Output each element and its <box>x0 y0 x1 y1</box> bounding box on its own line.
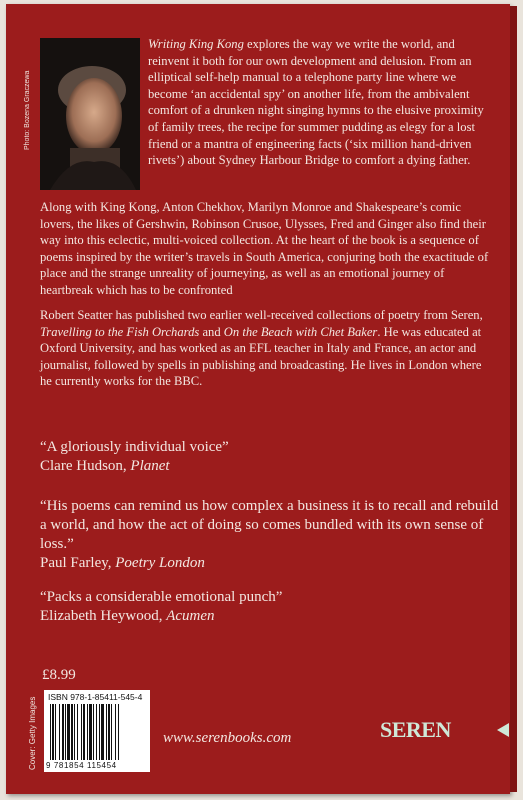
publisher-logo: SEREN <box>380 717 451 742</box>
review-quote <box>40 588 500 626</box>
quote-author: Paul Farley, <box>40 555 116 571</box>
author-bio-text: Robert Seatter has published two earlier well-received collections of poetry from Seren, <box>40 308 483 322</box>
book-title-inline: Writing King Kong <box>148 37 244 51</box>
price: £8.99 <box>42 667 76 683</box>
isbn-number: ISBN 978-1-85411-545-4 <box>48 692 143 702</box>
quote-text: “A gloriously individual voice” <box>40 439 229 455</box>
cover-credit: Cover: Getty Images <box>28 696 37 770</box>
quote-author: Elizabeth Heywood, <box>40 608 167 624</box>
author-bio <box>40 307 495 390</box>
blurb-intro-text: explores the way we write the world, and reinvent it both for our own development and delusion. From an elliptical self-help manual to a telephone party line where we become ‘an accidental spy’ on another life, from the ambivalent comfort of a drunken night singing hymns to the elusive proximity of family trees, the recipe for summer pudding as elegy for a lost friend or a mantra of engineering facts (‘six million hand-driven rivets’) about Sydney Harbour Bridge to comfort a dying father. <box>148 37 484 168</box>
review-quote <box>40 497 500 573</box>
quote-attribution <box>40 457 500 476</box>
quote-source: Planet <box>130 458 170 474</box>
barcode-digits: 9 781854 115454 <box>46 761 117 770</box>
cover-edge <box>510 6 517 792</box>
quote-attribution <box>40 554 500 573</box>
author-bio-conjunction: and <box>199 324 224 339</box>
blurb-paragraph-2: Along with King Kong, Anton Chekhov, Marilyn Monroe and Shakespeare’s comic lovers, the likes of Gershwin, Robinson Crusoe, Ulysses, Fred and Ginger also find their way into this eclectic, multi-voiced collection. At the heart of the book is a sequence of poems inspired by the writer’s travels in South America, conjuring both the exactitude of place and the strange unreality of journeying, as well as an emotional journey of heartbreak which has to be confronted <box>40 200 489 297</box>
quote-text: “His poems can remind us how complex a business it is to recall and rebuild a world, and how the act of doing so comes bundled with its own sense of loss.” <box>40 498 499 552</box>
publisher-website[interactable]: www.serenbooks.com <box>163 730 292 746</box>
barcode-bars <box>50 704 144 760</box>
barcode <box>44 690 150 772</box>
photo-credit: Photo: Bozena Graczewa <box>24 70 31 150</box>
quote-source: Acumen <box>166 608 215 624</box>
author-bio-text-end: . He was educated at Oxford University, and has worked as an EFL teacher in Italy and France, an actor and journalist, followed by spells in publishing and broadcasting. He lives in London where he currently works for the BBC. <box>40 324 482 389</box>
logo-arrow-icon <box>497 723 509 737</box>
quote-attribution <box>40 607 500 626</box>
quote-source: Poetry London <box>115 555 205 571</box>
earlier-book-title-1: Travelling to the Fish Orchards <box>40 324 200 339</box>
author-photo <box>40 38 140 190</box>
review-quote <box>40 438 500 476</box>
quote-author: Clare Hudson, <box>40 458 131 474</box>
earlier-book-title-2: On the Beach with Chet Baker <box>223 324 378 339</box>
blurb-intro <box>148 36 488 169</box>
quote-text: “Packs a considerable emotional punch” <box>40 589 283 605</box>
